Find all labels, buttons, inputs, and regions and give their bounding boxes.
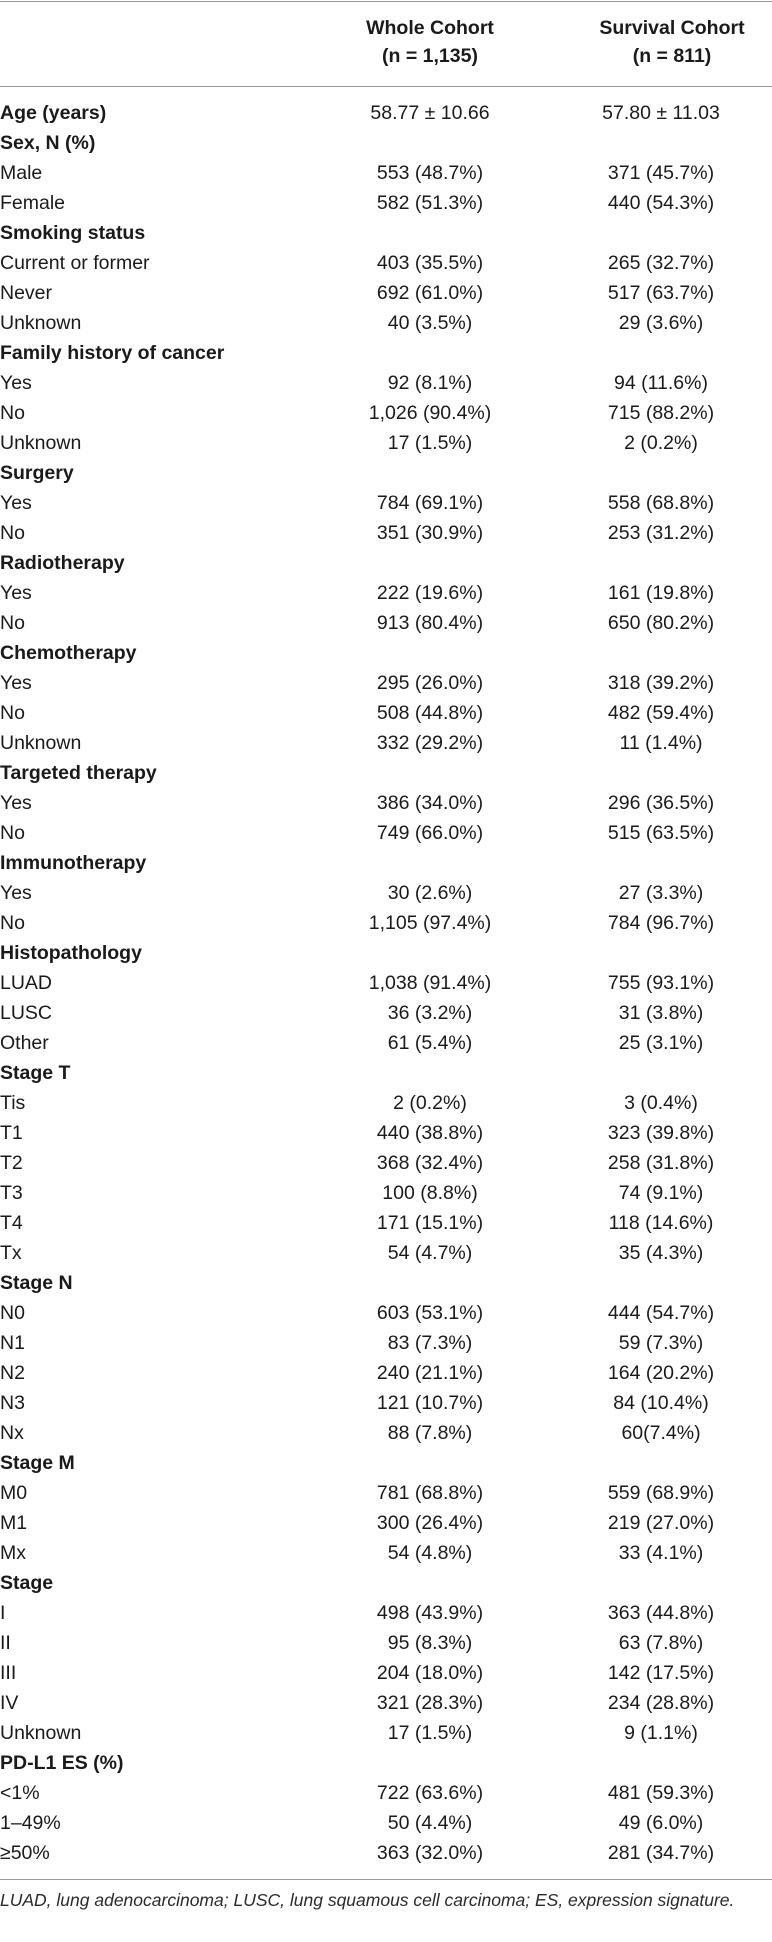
survival-cohort-value: 60(7.4%) <box>621 1422 701 1444</box>
whole-cohort-value: 1,038 (91.4%) <box>368 972 492 994</box>
survival-cohort-value: 559 (68.9%) <box>607 1482 715 1504</box>
table-section-row <box>0 128 772 158</box>
header-whole-cohort-n: (n = 1,135) <box>382 45 478 67</box>
table-row <box>0 1508 772 1538</box>
whole-cohort-value: 95 (8.3%) <box>387 1632 473 1654</box>
row-label: LUAD <box>0 972 53 994</box>
row-label: Smoking status <box>0 222 146 244</box>
survival-cohort-value: 84 (10.4%) <box>613 1392 709 1414</box>
header-whole-cohort-title: Whole Cohort <box>366 17 494 39</box>
whole-cohort-value: 368 (32.4%) <box>376 1152 484 1174</box>
survival-cohort-value <box>550 338 772 368</box>
row-label: No <box>0 912 25 934</box>
row-label: T4 <box>0 1212 23 1234</box>
table-bottom-rule <box>0 1879 772 1880</box>
row-label: Chemotherapy <box>0 642 137 664</box>
whole-cohort-value: 784 (69.1%) <box>376 492 484 514</box>
table-row <box>0 1358 772 1388</box>
survival-cohort-value: 517 (63.7%) <box>607 282 715 304</box>
row-label: Nx <box>0 1422 24 1444</box>
survival-cohort-value: 481 (59.3%) <box>607 1782 715 1804</box>
whole-cohort-value: 171 (15.1%) <box>376 1212 484 1234</box>
row-label: T1 <box>0 1122 23 1144</box>
table-row <box>0 368 772 398</box>
table-section-row <box>0 938 772 968</box>
whole-cohort-value <box>310 1568 550 1598</box>
whole-cohort-value: 553 (48.7%) <box>376 162 484 184</box>
survival-cohort-value: 161 (19.8%) <box>607 582 715 604</box>
survival-cohort-value: 440 (54.3%) <box>607 192 715 214</box>
table-row <box>0 1388 772 1418</box>
survival-cohort-value: 63 (7.8%) <box>618 1632 704 1654</box>
characteristics-table <box>0 98 772 1868</box>
whole-cohort-value: 83 (7.3%) <box>387 1332 473 1354</box>
whole-cohort-value: 781 (68.8%) <box>376 1482 484 1504</box>
row-label: Mx <box>0 1542 26 1564</box>
whole-cohort-value <box>310 638 550 668</box>
whole-cohort-value: 363 (32.0%) <box>376 1842 484 1864</box>
table-row <box>0 308 772 338</box>
survival-cohort-value: 31 (3.8%) <box>618 1002 704 1024</box>
header-survival-cohort <box>572 14 772 70</box>
table-row <box>0 188 772 218</box>
whole-cohort-value: 508 (44.8%) <box>376 702 484 724</box>
table-row <box>0 1808 772 1838</box>
row-label: Unknown <box>0 732 82 754</box>
row-label: Age (years) <box>0 102 107 124</box>
whole-cohort-value: 17 (1.5%) <box>387 1722 473 1744</box>
survival-cohort-value: 25 (3.1%) <box>618 1032 704 1054</box>
table-section-row <box>0 458 772 488</box>
table-row <box>0 518 772 548</box>
whole-cohort-value: 295 (26.0%) <box>376 672 484 694</box>
header-bottom-rule <box>0 86 772 87</box>
table-section-row <box>0 548 772 578</box>
row-label: M0 <box>0 1482 28 1504</box>
survival-cohort-value <box>550 1268 772 1298</box>
survival-cohort-value: 35 (4.3%) <box>618 1242 704 1264</box>
table-row <box>0 788 772 818</box>
table-section-row <box>0 1568 772 1598</box>
survival-cohort-value: 11 (1.4%) <box>619 732 703 754</box>
table-row <box>0 1148 772 1178</box>
table-row <box>0 1658 772 1688</box>
survival-cohort-value: 33 (4.1%) <box>618 1542 704 1564</box>
whole-cohort-value: 2 (0.2%) <box>393 1092 467 1114</box>
whole-cohort-value: 40 (3.5%) <box>387 312 473 334</box>
row-label: Tx <box>0 1242 22 1264</box>
table-row <box>0 608 772 638</box>
table-section-row <box>0 98 772 128</box>
table-row <box>0 1238 772 1268</box>
row-label: III <box>0 1662 17 1684</box>
survival-cohort-value: 2 (0.2%) <box>624 432 698 454</box>
whole-cohort-value: 222 (19.6%) <box>376 582 484 604</box>
survival-cohort-value: 258 (31.8%) <box>607 1152 715 1174</box>
whole-cohort-value: 692 (61.0%) <box>376 282 484 304</box>
table-section-row <box>0 1448 772 1478</box>
whole-cohort-value <box>310 548 550 578</box>
survival-cohort-value: 142 (17.5%) <box>607 1662 715 1684</box>
table-row <box>0 1298 772 1328</box>
survival-cohort-value: 444 (54.7%) <box>607 1302 715 1324</box>
survival-cohort-value: 59 (7.3%) <box>618 1332 704 1354</box>
table-row <box>0 908 772 938</box>
survival-cohort-value <box>550 1748 772 1778</box>
table-section-row <box>0 638 772 668</box>
survival-cohort-value: 253 (31.2%) <box>607 522 715 544</box>
survival-cohort-value <box>550 848 772 878</box>
row-label: Unknown <box>0 1722 82 1744</box>
survival-cohort-value: 755 (93.1%) <box>607 972 715 994</box>
survival-cohort-value: 3 (0.4%) <box>624 1092 698 1114</box>
whole-cohort-value: 321 (28.3%) <box>376 1692 484 1714</box>
table-row <box>0 1028 772 1058</box>
table-section-row <box>0 218 772 248</box>
survival-cohort-value: 323 (39.8%) <box>607 1122 715 1144</box>
row-label: Immunotherapy <box>0 852 147 874</box>
row-label: ≥50% <box>0 1842 50 1864</box>
row-label: Yes <box>0 672 32 694</box>
row-label: Yes <box>0 492 32 514</box>
survival-cohort-value <box>550 218 772 248</box>
row-label: Other <box>0 1032 49 1054</box>
row-label: Yes <box>0 882 32 904</box>
row-label: Never <box>0 282 53 304</box>
table-footnote: LUAD, lung adenocarcinoma; LUSC, lung squamous cell carcinoma; ES, expression signature. <box>0 1890 735 1910</box>
row-label: Female <box>0 192 66 214</box>
whole-cohort-value: 603 (53.1%) <box>376 1302 484 1324</box>
row-label: Radiotherapy <box>0 552 125 574</box>
whole-cohort-value: 582 (51.3%) <box>376 192 484 214</box>
table-section-row <box>0 1268 772 1298</box>
whole-cohort-value: 1,105 (97.4%) <box>368 912 492 934</box>
whole-cohort-value: 50 (4.4%) <box>387 1812 473 1834</box>
whole-cohort-value: 351 (30.9%) <box>376 522 484 544</box>
survival-cohort-value: 265 (32.7%) <box>607 252 715 274</box>
row-label: T3 <box>0 1182 23 1204</box>
survival-cohort-value: 164 (20.2%) <box>607 1362 715 1384</box>
survival-cohort-value: 363 (44.8%) <box>607 1602 715 1624</box>
table-row <box>0 1088 772 1118</box>
whole-cohort-value <box>310 128 550 158</box>
whole-cohort-value: 332 (29.2%) <box>376 732 484 754</box>
survival-cohort-value <box>550 128 772 158</box>
table-row <box>0 578 772 608</box>
survival-cohort-value: 281 (34.7%) <box>607 1842 715 1864</box>
row-label: Stage M <box>0 1452 75 1474</box>
table-row <box>0 1718 772 1748</box>
whole-cohort-value: 300 (26.4%) <box>376 1512 484 1534</box>
whole-cohort-value: 498 (43.9%) <box>376 1602 484 1624</box>
survival-cohort-value: 650 (80.2%) <box>607 612 715 634</box>
whole-cohort-value <box>310 848 550 878</box>
whole-cohort-value: 100 (8.8%) <box>382 1182 478 1204</box>
row-label: No <box>0 822 25 844</box>
whole-cohort-value: 54 (4.7%) <box>387 1242 473 1264</box>
survival-cohort-value <box>550 1568 772 1598</box>
table-row <box>0 1178 772 1208</box>
whole-cohort-value: 440 (38.8%) <box>376 1122 484 1144</box>
row-label: Unknown <box>0 432 82 454</box>
whole-cohort-value: 17 (1.5%) <box>387 432 473 454</box>
survival-cohort-value <box>550 638 772 668</box>
whole-cohort-value <box>310 458 550 488</box>
row-label: No <box>0 522 25 544</box>
table-row <box>0 1838 772 1868</box>
table-row <box>0 998 772 1028</box>
survival-cohort-value: 74 (9.1%) <box>618 1182 704 1204</box>
row-label: Yes <box>0 582 32 604</box>
whole-cohort-value: 92 (8.1%) <box>387 372 473 394</box>
row-label: N1 <box>0 1332 25 1354</box>
row-label: Current or former <box>0 252 150 274</box>
row-label: Histopathology <box>0 942 142 964</box>
survival-cohort-value: 296 (36.5%) <box>607 792 715 814</box>
row-label: 1–49% <box>0 1812 61 1834</box>
row-label: Tis <box>0 1092 26 1114</box>
row-label: Yes <box>0 372 32 394</box>
whole-cohort-value <box>310 1748 550 1778</box>
table-row <box>0 1538 772 1568</box>
survival-cohort-value: 715 (88.2%) <box>607 402 715 424</box>
table-row <box>0 1208 772 1238</box>
survival-cohort-value: 29 (3.6%) <box>618 312 704 334</box>
row-label: Surgery <box>0 462 74 484</box>
survival-cohort-value: 118 (14.6%) <box>608 1212 714 1234</box>
row-label: Yes <box>0 792 32 814</box>
whole-cohort-value: 749 (66.0%) <box>376 822 484 844</box>
survival-cohort-value: 371 (45.7%) <box>607 162 715 184</box>
table-section-row <box>0 338 772 368</box>
row-label: Sex, N (%) <box>0 132 96 154</box>
row-label: LUSC <box>0 1002 53 1024</box>
table-row <box>0 728 772 758</box>
whole-cohort-value <box>310 338 550 368</box>
whole-cohort-value: 386 (34.0%) <box>376 792 484 814</box>
whole-cohort-value: 61 (5.4%) <box>387 1032 473 1054</box>
row-label: Stage N <box>0 1272 73 1294</box>
table-row <box>0 1328 772 1358</box>
survival-cohort-value <box>550 758 772 788</box>
table-section-row <box>0 1748 772 1778</box>
header-whole-cohort <box>310 14 550 70</box>
row-label: N3 <box>0 1392 25 1414</box>
survival-cohort-value: 784 (96.7%) <box>607 912 715 934</box>
row-label: T2 <box>0 1152 23 1174</box>
whole-cohort-value: 88 (7.8%) <box>387 1422 473 1444</box>
whole-cohort-value <box>310 938 550 968</box>
table-row <box>0 1418 772 1448</box>
survival-cohort-value: 482 (59.4%) <box>607 702 715 724</box>
row-label: No <box>0 402 25 424</box>
table-section-row <box>0 1058 772 1088</box>
survival-cohort-value: 219 (27.0%) <box>607 1512 715 1534</box>
table-section-row <box>0 758 772 788</box>
row-label: M1 <box>0 1512 28 1534</box>
survival-cohort-value: 9 (1.1%) <box>624 1722 698 1744</box>
survival-cohort-value <box>550 458 772 488</box>
table-row <box>0 1478 772 1508</box>
whole-cohort-value: 121 (10.7%) <box>376 1392 484 1414</box>
table-row <box>0 668 772 698</box>
whole-cohort-value: 36 (3.2%) <box>387 1002 473 1024</box>
table-row <box>0 1598 772 1628</box>
row-label: Stage T <box>0 1062 71 1084</box>
table-body <box>0 98 772 1868</box>
survival-cohort-value: 57.80 ± 11.03 <box>602 102 720 124</box>
row-label: No <box>0 612 25 634</box>
table-row <box>0 878 772 908</box>
whole-cohort-value: 30 (2.6%) <box>387 882 473 904</box>
survival-cohort-value: 27 (3.3%) <box>618 882 704 904</box>
row-label: No <box>0 702 25 724</box>
whole-cohort-value: 58.77 ± 10.66 <box>370 102 490 124</box>
whole-cohort-value <box>310 1268 550 1298</box>
row-label: Male <box>0 162 43 184</box>
row-label: N2 <box>0 1362 25 1384</box>
header-survival-cohort-title: Survival Cohort <box>599 17 745 39</box>
row-label: II <box>0 1632 11 1654</box>
table-row <box>0 1118 772 1148</box>
whole-cohort-value: 913 (80.4%) <box>376 612 484 634</box>
whole-cohort-value: 1,026 (90.4%) <box>368 402 492 424</box>
header-survival-cohort-n: (n = 811) <box>632 45 712 67</box>
table-row <box>0 698 772 728</box>
table-row <box>0 428 772 458</box>
table-row <box>0 1688 772 1718</box>
row-label: PD-L1 ES (%) <box>0 1752 124 1774</box>
whole-cohort-value: 240 (21.1%) <box>376 1362 484 1384</box>
table-row <box>0 818 772 848</box>
row-label: Stage <box>0 1572 54 1594</box>
survival-cohort-value: 234 (28.8%) <box>607 1692 715 1714</box>
whole-cohort-value: 54 (4.8%) <box>387 1542 473 1564</box>
survival-cohort-value: 318 (39.2%) <box>607 672 715 694</box>
table-row <box>0 488 772 518</box>
table-row <box>0 1628 772 1658</box>
table-row <box>0 248 772 278</box>
whole-cohort-value <box>310 1448 550 1478</box>
table-row <box>0 1778 772 1808</box>
whole-cohort-value <box>310 218 550 248</box>
row-label: N0 <box>0 1302 25 1324</box>
row-label: Family history of cancer <box>0 342 225 364</box>
row-label: <1% <box>0 1782 40 1804</box>
table-row <box>0 278 772 308</box>
survival-cohort-value <box>550 1448 772 1478</box>
survival-cohort-value <box>550 1058 772 1088</box>
table-row <box>0 398 772 428</box>
whole-cohort-value <box>310 1058 550 1088</box>
table-row <box>0 968 772 998</box>
survival-cohort-value: 558 (68.8%) <box>607 492 715 514</box>
row-label: IV <box>0 1692 19 1714</box>
whole-cohort-value: 722 (63.6%) <box>376 1782 484 1804</box>
survival-cohort-value <box>550 548 772 578</box>
survival-cohort-value: 49 (6.0%) <box>618 1812 704 1834</box>
survival-cohort-value <box>550 938 772 968</box>
survival-cohort-value: 94 (11.6%) <box>614 372 708 394</box>
row-label: I <box>0 1602 6 1624</box>
survival-cohort-value: 515 (63.5%) <box>607 822 715 844</box>
table-top-rule <box>0 1 772 2</box>
whole-cohort-value: 204 (18.0%) <box>376 1662 484 1684</box>
table-row <box>0 158 772 188</box>
whole-cohort-value <box>310 758 550 788</box>
row-label: Targeted therapy <box>0 762 157 784</box>
whole-cohort-value: 403 (35.5%) <box>376 252 484 274</box>
table-section-row <box>0 848 772 878</box>
row-label: Unknown <box>0 312 82 334</box>
